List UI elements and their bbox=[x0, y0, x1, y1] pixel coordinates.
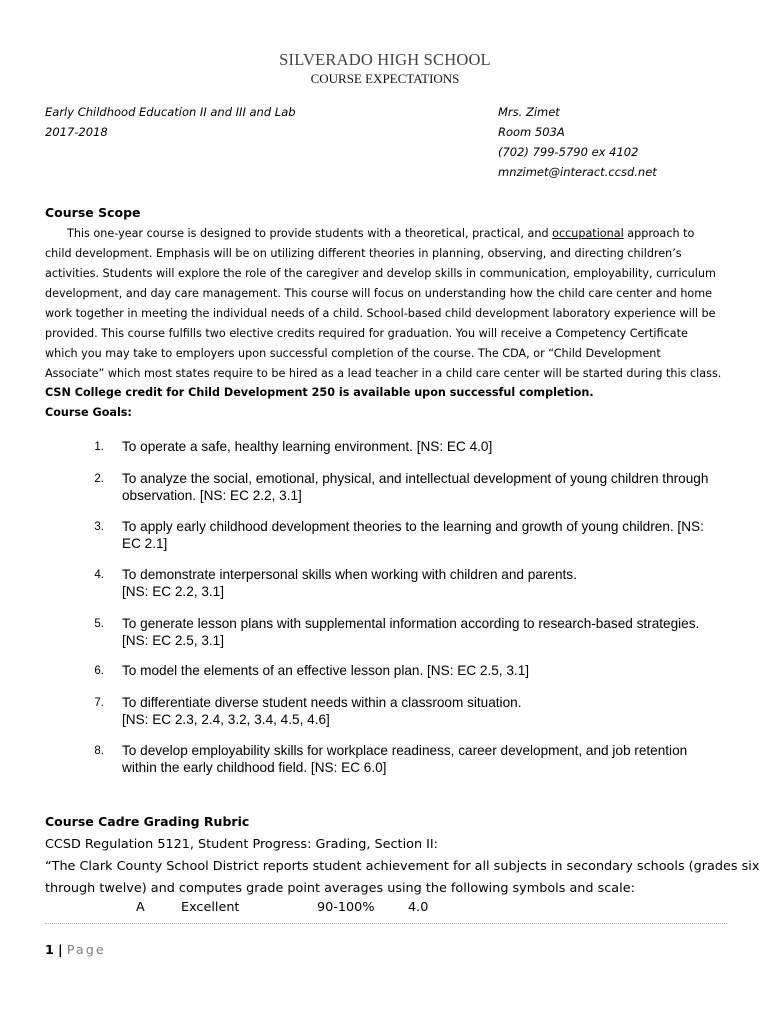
goal-text: To develop employability skills for workplace readiness, career development, and job retention bbox=[122, 743, 688, 758]
grading-rubric-heading: Course Cadre Grading Rubric bbox=[45, 814, 250, 829]
goal-text: within the early childhood field. [NS: EC 6.0] bbox=[122, 760, 387, 775]
goal-number: 1. bbox=[94, 441, 104, 453]
room-number: Room 503A bbox=[498, 125, 565, 139]
school-title: SILVERADO HIGH SCHOOL bbox=[279, 50, 491, 69]
goal-text: To analyze the social, emotional, physical, and intellectual development of young children through bbox=[122, 471, 709, 486]
document-subtitle: COURSE EXPECTATIONS bbox=[310, 71, 460, 86]
phone-number: (702) 799-5790 ex 4102 bbox=[498, 145, 639, 159]
footer-separator: | bbox=[57, 943, 63, 958]
page-footer bbox=[45, 943, 106, 958]
scope-text: approach to bbox=[623, 227, 695, 240]
email-address: mnzimet@interact.ccsd.net bbox=[498, 165, 657, 179]
goal-text: To demonstrate interpersonal skills when working with children and parents. bbox=[122, 567, 577, 582]
goal-number: 2. bbox=[94, 473, 104, 485]
scope-line bbox=[45, 224, 735, 244]
course-scope-heading: Course Scope bbox=[45, 205, 141, 220]
grade-label: Excellent bbox=[181, 900, 240, 915]
goal-text: To differentiate diverse student needs within a classroom situation. bbox=[122, 695, 522, 710]
goal-text: [NS: EC 2.2, 3.1] bbox=[122, 584, 224, 599]
footer-divider bbox=[45, 923, 727, 924]
course-info bbox=[45, 102, 296, 142]
scope-underlined-word: occupational bbox=[552, 227, 624, 240]
scope-line: provided. This course fulfills two elective credits required for graduation. You will receive a Competency Certificate bbox=[45, 327, 688, 340]
grade-range: 90-100% bbox=[317, 900, 375, 915]
course-scope-paragraph bbox=[45, 224, 735, 384]
goal-number: 8. bbox=[94, 745, 104, 757]
course-name: Early Childhood Education II and III and Lab bbox=[45, 105, 296, 119]
rubric-quote-line: “The Clark County School District reports student achievement for all subjects in secondary schools (grades six bbox=[45, 859, 760, 874]
goal-text: EC 2.1] bbox=[122, 536, 168, 551]
grade-letter: A bbox=[136, 900, 145, 915]
csn-credit-note: CSN College credit for Child Development 250 is available upon successful completion. bbox=[45, 386, 594, 399]
teacher-contact bbox=[498, 102, 657, 182]
teacher-name: Mrs. Zimet bbox=[498, 105, 560, 119]
goal-text: To apply early childhood development theories to the learning and growth of young children. [NS: bbox=[122, 519, 704, 534]
scope-line: work together in meeting the individual needs of a child. School-based child development laboratory experience will be bbox=[45, 307, 716, 320]
goal-text: To model the elements of an effective lesson plan. [NS: EC 2.5, 3.1] bbox=[122, 663, 530, 678]
scope-line: Associate” which most states require to be hired as a lead teacher in a child care center will be started during this class. bbox=[45, 367, 722, 380]
regulation-reference: CCSD Regulation 5121, Student Progress: Grading, Section II: bbox=[45, 837, 438, 852]
goal-number: 3. bbox=[94, 521, 104, 533]
course-goals-heading: Course Goals: bbox=[45, 406, 132, 419]
goal-number: 5. bbox=[94, 618, 104, 630]
scope-line: which you may take to employers upon successful completion of the course. The CDA, or “Child Development bbox=[45, 347, 661, 360]
scope-text: This one-year course is designed to provide students with a theoretical, practical, and bbox=[67, 227, 553, 240]
goal-text: To operate a safe, healthy learning environment. [NS: EC 4.0] bbox=[122, 439, 493, 454]
goal-text: [NS: EC 2.5, 3.1] bbox=[122, 633, 224, 648]
scope-line: activities. Students will explore the role of the caregiver and develop skills in communication, employability, curriculum bbox=[45, 267, 716, 280]
scope-line: development, and day care management. This course will focus on understanding how the child care center and home bbox=[45, 287, 713, 300]
goal-text: [NS: EC 2.3, 2.4, 3.2, 3.4, 4.5, 4.6] bbox=[122, 712, 330, 727]
page-number: 1 bbox=[45, 943, 54, 958]
goal-text: To generate lesson plans with supplemental information according to research-based strategies. bbox=[122, 616, 700, 631]
goal-number: 6. bbox=[94, 665, 104, 677]
scope-line: child development. Emphasis will be on utilizing different theories in planning, observing, and directing children’s bbox=[45, 247, 682, 260]
goal-number: 7. bbox=[94, 697, 104, 709]
school-year: 2017-2018 bbox=[45, 125, 108, 139]
goal-text: observation. [NS: EC 2.2, 3.1] bbox=[122, 488, 302, 503]
rubric-quote-line: through twelve) and computes grade point averages using the following symbols and scale: bbox=[45, 881, 635, 896]
grade-points: 4.0 bbox=[408, 900, 429, 915]
goal-number: 4. bbox=[94, 569, 104, 581]
page-word: Page bbox=[66, 943, 106, 958]
